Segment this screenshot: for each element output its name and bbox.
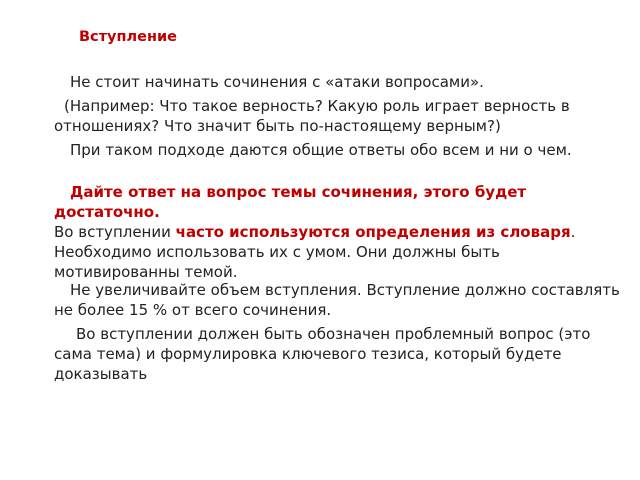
emphasis-dictionary: часто используются определения из словаря — [175, 223, 571, 241]
paragraph-6: Во вступлении должен быть обозначен проблемный вопрос (это сама тема) и формулировка ключевого тезиса, который будете доказывать — [54, 325, 591, 383]
emphasis-answer: Дайте ответ на вопрос темы сочинения, этого будет достаточно. — [54, 183, 527, 221]
paragraph-4 — [54, 182, 624, 282]
paragraph-4-end: . Необходимо использовать их с умом. Они должны быть мотивированны темой. — [54, 223, 576, 281]
slide-title: Вступление — [79, 29, 177, 45]
paragraph-2: (Например: Что такое верность? Какую роль играет верность в отношениях? Что значит быть по-настоящему верным?) — [54, 97, 570, 135]
paragraph-4-start: Во вступлении — [54, 223, 176, 241]
paragraph-1: Не стоит начинать сочинения с «атаки вопросами». — [70, 73, 484, 91]
paragraph-3: При таком подходе даются общие ответы обо всем и ни о чем. — [70, 141, 572, 159]
paragraph-5: Не увеличивайте объем вступления. Вступление должно составлять не более 15 % от всего сочинения. — [54, 281, 620, 319]
